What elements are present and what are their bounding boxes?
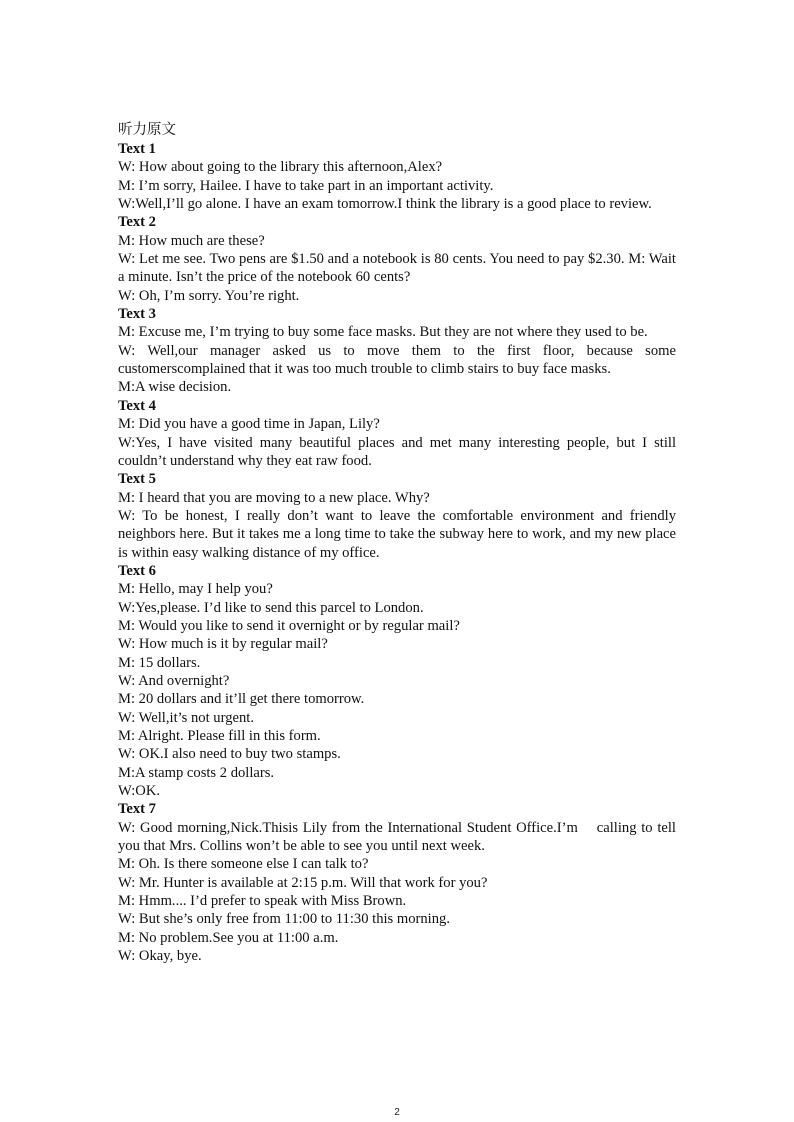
section-heading: Text 7 — [118, 801, 156, 818]
dialogue-line: W: Good morning,Nick.Thisis Lily from the International Student Office.I’m calling to tell you that Mrs. Collins won’t be able to see you until next week. — [118, 819, 680, 855]
section-heading: Text 4 — [118, 397, 156, 414]
dialogue-line: M: 20 dollars and it’ll get there tomorrow. — [118, 691, 365, 708]
dialogue-line: W: Well,our manager asked us to move them to the first floor, because some customerscomplained that it was too much trouble to climb stairs to buy face masks. — [118, 342, 676, 378]
dialogue-line: W: Oh, I’m sorry. You’re right. — [118, 287, 300, 304]
dialogue-line: M:A stamp costs 2 dollars. — [118, 764, 275, 781]
dialogue-line: W: How much is it by regular mail? — [118, 636, 328, 653]
dialogue-line: M: I heard that you are moving to a new place. Why? — [118, 489, 430, 506]
dialogue-line: W: Let me see. Two pens are $1.50 and a notebook is 80 cents. You need to pay $2.30. M: Wait a minute. Isn’t the price of the notebook 60 cents? — [118, 251, 676, 286]
dialogue-line: W: To be honest, I really don’t want to leave the comfortable environment and friendly neighbors here. But it takes me a long time to take the subway here to work, and my new place is within easy walking distance of my office. — [118, 507, 676, 561]
page-number: 2 — [394, 1107, 400, 1118]
dialogue-line: M: Would you like to send it overnight or by regular mail? — [118, 617, 460, 634]
section-text-6 — [118, 562, 676, 800]
dialogue-line: M:A wise decision. — [118, 379, 232, 396]
dialogue-line: W:Well,I’ll go alone. I have an exam tomorrow.I think the library is a good place to review. — [118, 196, 652, 213]
dialogue-line: M: How much are these? — [118, 232, 265, 249]
section-text-1 — [118, 140, 676, 213]
section-heading: Text 1 — [118, 141, 156, 157]
dialogue-line: W: Mr. Hunter is available at 2:15 p.m. Will that work for you? — [118, 874, 488, 891]
dialogue-line: W: But she’s only free from 11:00 to 11:30 this morning. — [118, 911, 450, 928]
document-body — [118, 120, 680, 965]
dialogue-line: W:Yes,please. I’d like to send this parcel to London. — [118, 599, 424, 616]
section-text-5 — [118, 470, 676, 562]
section-heading: Text 3 — [118, 306, 156, 323]
dialogue-line: M: Hello, may I help you? — [118, 581, 273, 598]
dialogue-line: M: No problem.See you at 11:00 a.m. — [118, 929, 339, 946]
dialogue-line: M: Did you have a good time in Japan, Lily? — [118, 416, 380, 433]
dialogue-line: M: Hmm.... I’d prefer to speak with Miss Brown. — [118, 893, 407, 910]
dialogue-line: W: How about going to the library this afternoon,Alex? — [118, 159, 443, 176]
section-text-7 — [118, 800, 680, 965]
dialogue-line: W: OK.I also need to buy two stamps. — [118, 746, 341, 763]
dialogue-line: W: Well,it’s not urgent. — [118, 709, 254, 726]
dialogue-line: W:Yes, I have visited many beautiful places and met many interesting people, but I still couldn’t understand why they eat raw food. — [118, 434, 676, 469]
page-title: 听力原文 — [118, 122, 176, 138]
section-text-3 — [118, 305, 676, 397]
section-text-2 — [118, 213, 676, 305]
dialogue-line: W: And overnight? — [118, 672, 230, 689]
section-heading: Text 2 — [118, 214, 156, 231]
section-text-4 — [118, 397, 676, 470]
dialogue-line: M: 15 dollars. — [118, 654, 201, 671]
dialogue-line: M: I’m sorry, Hailee. I have to take part in an important activity. — [118, 177, 494, 194]
section-heading: Text 5 — [118, 471, 156, 488]
dialogue-line: W:OK. — [118, 783, 161, 800]
section-heading: Text 6 — [118, 562, 156, 579]
dialogue-line: M: Excuse me, I’m trying to buy some face masks. But they are not where they used to be. — [118, 324, 648, 341]
dialogue-line: W: Okay, bye. — [118, 948, 202, 965]
dialogue-line: M: Oh. Is there someone else I can talk to? — [118, 856, 369, 873]
dialogue-line: M: Alright. Please fill in this form. — [118, 728, 321, 744]
